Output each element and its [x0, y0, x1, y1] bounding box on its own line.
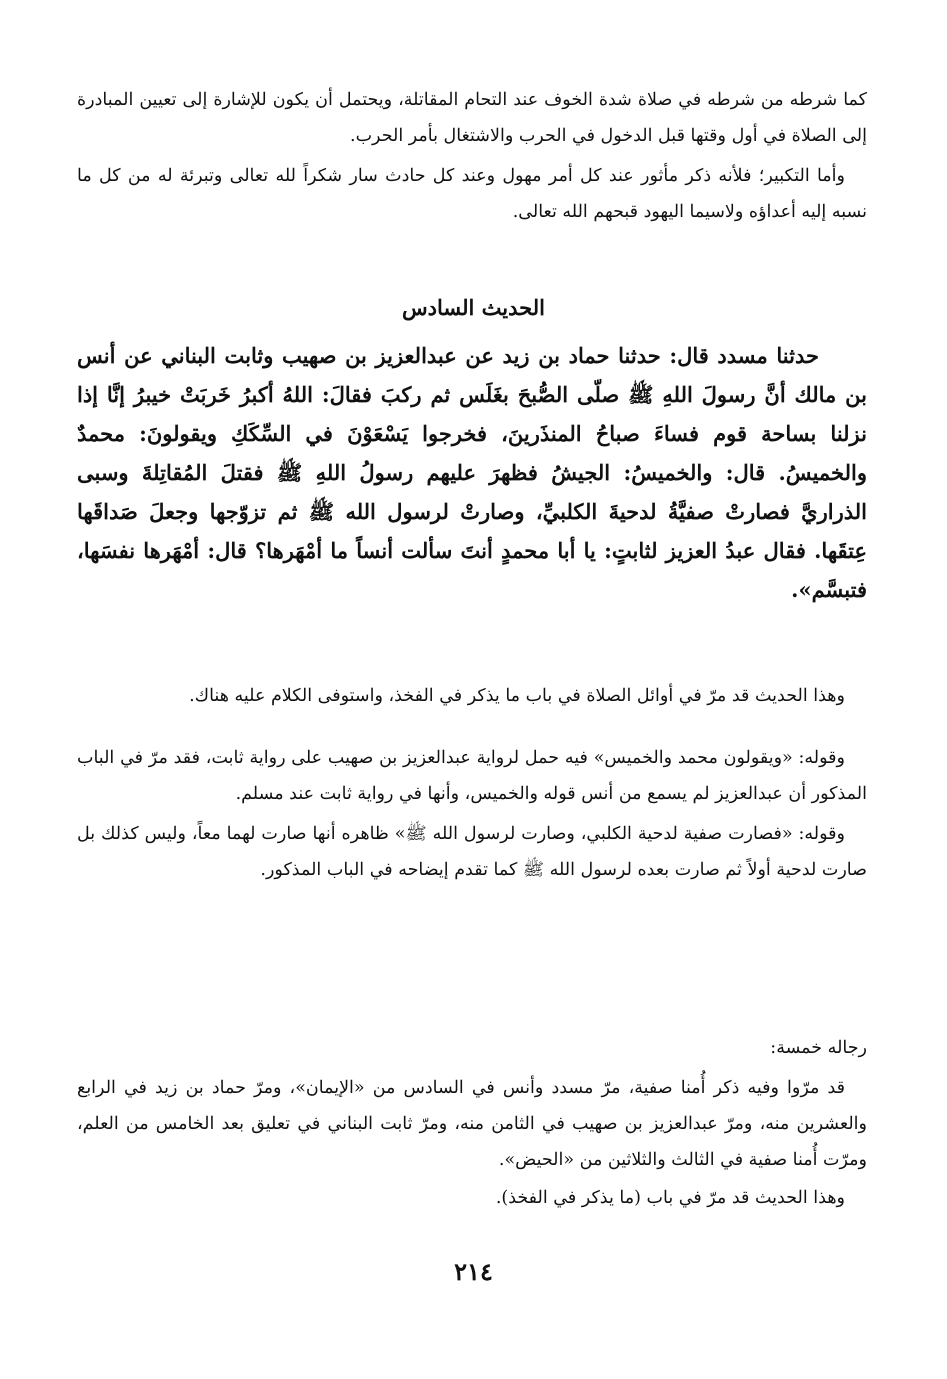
narrators-closing-note: وهذا الحديث قد مرّ في باب (ما يذكر في الفخذ).	[495, 1188, 845, 1208]
narrators-heading: رجاله خمسة:	[770, 1038, 867, 1058]
commentary-paragraph-2: وقوله: «ويقولون محمد والخميس» فيه حمل لرواية عبدالعزيز بن صهيب على رواية ثابت، فقد مرّ في الباب المذكور أن عبدالعزيز لم يسمع من أنس قوله والخميس، وأنها في رواية ثابت عند مسلم.	[77, 748, 867, 804]
intro-section	[77, 82, 867, 230]
commentary-paragraph-3: وقوله: «فصارت صفية لدحية الكلبي، وصارت لرسول الله ﷺ» ظاهره أنها صارت لهما معاً، وليس كذلك بل صارت لدحية أولاً ثم صارت بعده لرسول الله ﷺ كما تقدم إيضاحه في الباب المذكور.	[77, 824, 867, 880]
hadith-section	[77, 336, 867, 609]
section-title: الحديث السادس	[402, 295, 545, 320]
narrators-paragraph: قد مرّوا وفيه ذكر أُمنا صفية، مرّ مسدد وأنس في السادس من «الإيمان»، ومرّ حماد بن زيد في الرابع والعشرين منه، ومرّ عبدالعزيز بن صهيب في الثامن منه، ومرّ ثابت البناني في تعليق بعد الخامس من العلم، ومرّت أُمنا صفية في الثالث والثلاثين من «الحيض».	[77, 1078, 867, 1170]
commentary-section	[77, 678, 867, 888]
narrators-section	[77, 1030, 867, 1216]
page-number: ٢١٤	[454, 1257, 493, 1286]
intro-paragraph-1: كما شرطه من شرطه في صلاة شدة الخوف عند التحام المقاتلة، ويحتمل أن يكون للإشارة إلى تعيين المبادرة إلى الصلاة في أول وقتها قبل الدخول في الحرب والاشتغال بأمر الحرب.	[77, 90, 867, 146]
intro-paragraph-2: وأما التكبير؛ فلأنه ذكر مأثور عند كل أمر مهول وعند كل حادث سار شكراً لله تعالى وتبرئة له من كل ما نسبه إليه أعداؤه ولاسيما اليهود قبحهم الله تعالى.	[77, 166, 867, 222]
hadith-text: حدثنا مسدد قال: حدثنا حماد بن زيد عن عبدالعزيز بن صهيب وثابت البناني عن أنس بن مالك أنَّ رسولَ اللهِ ﷺ صلّى الصُّبحَ بغَلَس ثم ركبَ فقالَ: اللهُ أكبرُ خَربَتْ خيبرُ إنَّا إذا نزلنا بساحة قوم فساءَ صباحُ المنذَرينَ، فخرجوا يَسْعَوْنَ في السِّكَكِ ويقولونَ: محمدٌ والخميسُ. قال: والخميسُ: الجيشُ فظهرَ عليهم رسولُ اللهِ ﷺ فقتلَ المُقاتِلةَ وسبى الذراريَّ فصارتْ صفيَّةُ لدحيةَ الكلبيِّ، وصارتْ لرسول الله ﷺ ثم تزوّجها وجعلَ صَداقَها عِتقَها. فقال عبدُ العزيز لثابتٍ: يا أبا محمدٍ أنتَ سألت أنساً ما أمْهَرها؟ قال: أمْهَرها نفسَها، فتبسَّم».	[77, 343, 867, 602]
commentary-paragraph-1: وهذا الحديث قد مرّ في أوائل الصلاة في باب ما يذكر في الفخذ، واستوفى الكلام عليه هناك.	[189, 686, 845, 706]
